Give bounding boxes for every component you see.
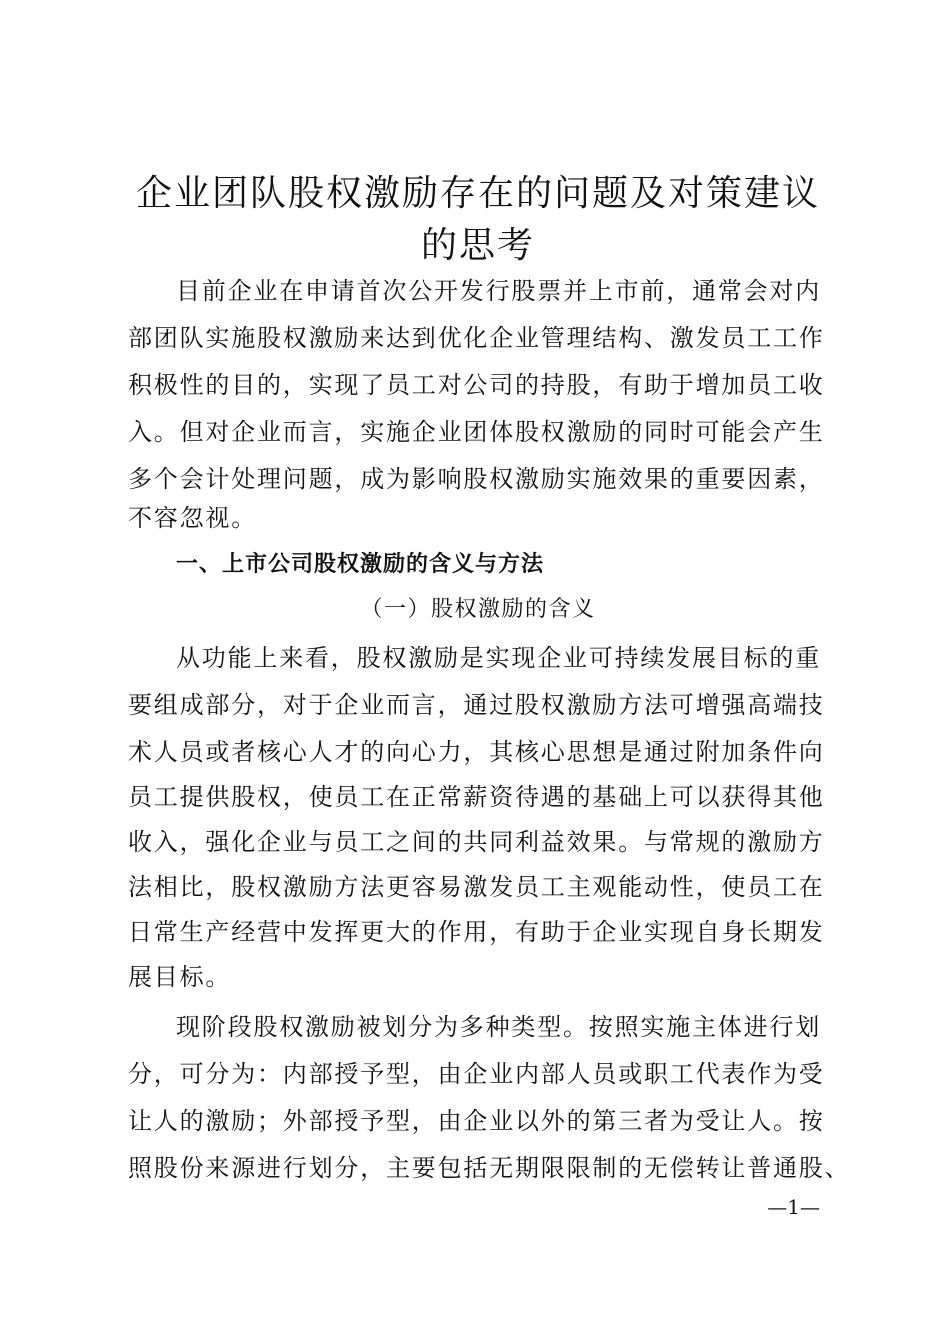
paragraph-line: 多个会计处理问题，成为影响股权激励实施效果的重要因素， <box>128 465 825 493</box>
section-heading: 一、上市公司股权激励的含义与方法 <box>176 552 545 577</box>
document-title: 企业团队股权激励存在的问题及对策建议的思考 <box>135 173 820 266</box>
paragraph-line: 不容忽视。 <box>128 504 257 532</box>
paragraph-line: 术人员或者核心人才的向心力，其核心思想是通过附加条件向 <box>128 738 825 766</box>
page-number: —1— <box>767 1195 820 1219</box>
paragraph-line: 现阶段股权激励被划分为多种类型。按照实施主体进行划 <box>176 1013 821 1041</box>
paragraph-line: 日常生产经营中发挥更大的作用，有助于企业实现自身长期发 <box>128 918 825 946</box>
paragraph-line: 展目标。 <box>128 963 232 991</box>
paragraph-line: 分，可分为：内部授予型，由企业内部人员或职工代表作为受 <box>128 1060 825 1088</box>
paragraph-line: 收入，强化企业与员工之间的共同利益效果。与常规的激励方 <box>128 828 825 856</box>
paragraph-line: 要组成部分，对于企业而言，通过股权激励方法可增强高端技 <box>128 691 825 719</box>
paragraph-line: 法相比，股权激励方法更容易激发员工主观能动性，使员工在 <box>128 873 825 901</box>
paragraph-line: 员工提供股权，使员工在正常薪资待遇的基础上可以获得其他 <box>128 783 825 811</box>
paragraph-line: 积极性的目的，实现了员工对公司的持股，有助于增加员工收 <box>128 371 825 399</box>
paragraph-line: 入。但对企业而言，实施企业团体股权激励的同时可能会产生 <box>128 418 825 446</box>
paragraph-line: 照股份来源进行划分，主要包括无期限限制的无偿转让普通股、 <box>128 1154 851 1182</box>
paragraph-line: 让人的激励；外部授予型，由企业以外的第三者为受让人。按 <box>128 1107 825 1135</box>
paragraph-line: 部团队实施股权激励来达到优化企业管理结构、激发员工工作 <box>128 324 825 352</box>
paragraph-line: 从功能上来看，股权激励是实现企业可持续发展目标的重 <box>176 644 821 672</box>
subsection-heading: （一）股权激励的含义 <box>360 597 596 622</box>
paragraph-line: 目前企业在申请首次公开发行股票并上市前，通常会对内 <box>176 277 821 305</box>
